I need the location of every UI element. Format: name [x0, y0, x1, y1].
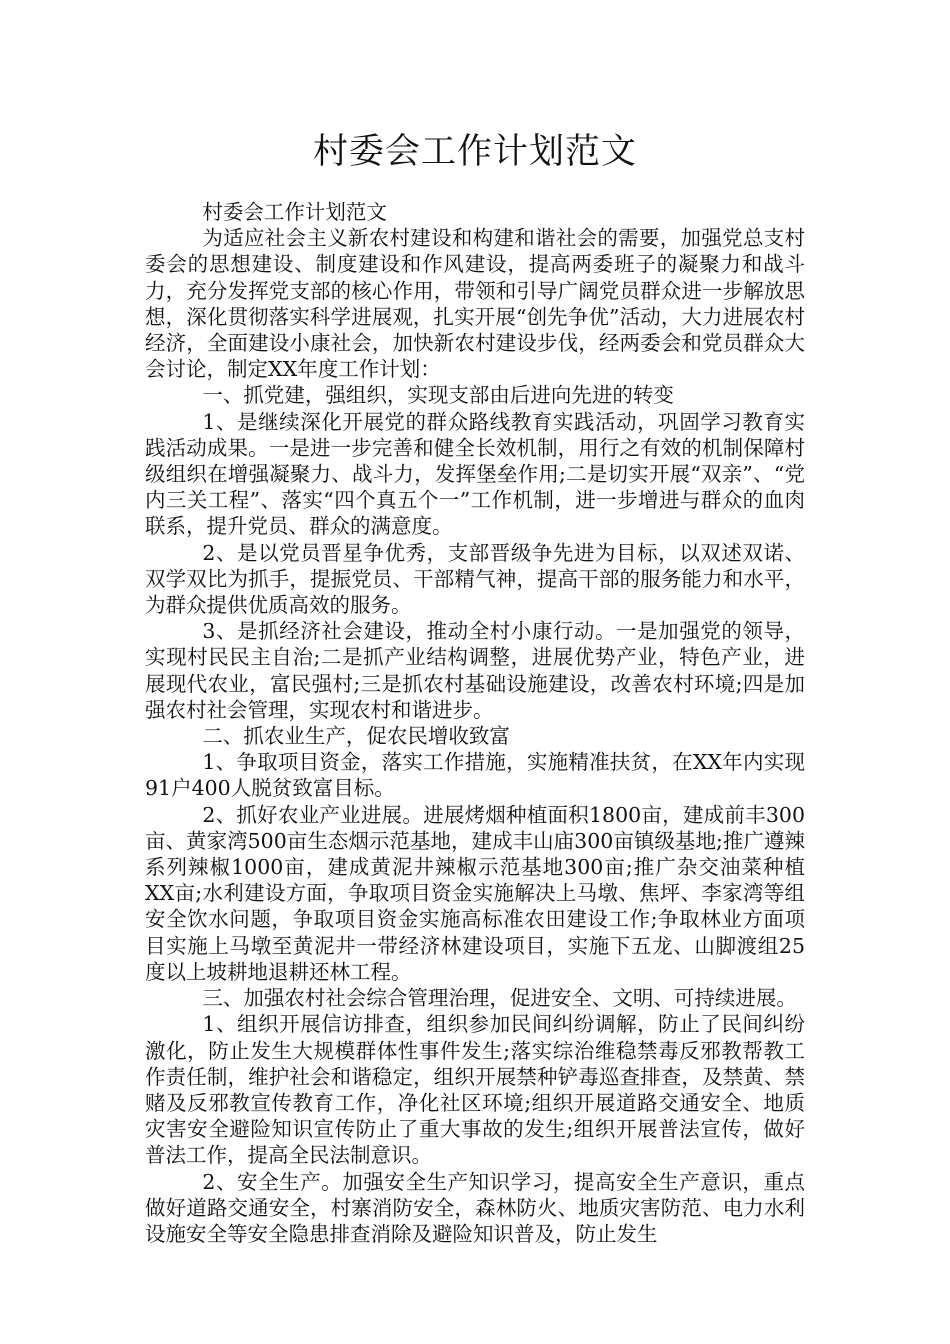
section-heading-2: 二、抓农业生产，促农民增收致富 — [202, 724, 510, 749]
paragraph: 2、是以党员晋星争优秀，支部晋级争先进为目标，以双述双诺、双学双比为抓手，提振党员、干部精气神，提高干部的服务能力和水平，为群众提供优质高效的服务。 — [145, 540, 805, 618]
section-heading-1: 一、抓党建，强组织，实现支部由后进向先进的转变 — [202, 383, 674, 408]
paragraph: 1、争取项目资金，落实工作措施，实施精准扶贫，在XX年内实现91户400人脱贫致富目标。 — [145, 750, 805, 801]
paragraph: 2、安全生产。加强安全生产知识学习，提高安全生产意识，重点做好道路交通安全，村寨消防安全，森林防火、地质灾害防范、电力水利设施安全等安全隐患排查消除及避险知识普及，防止发生 — [145, 1169, 805, 1246]
section-heading-3: 三、加强农村社会综合管理治理，促进安全、文明、可持续进展。 — [202, 986, 797, 1011]
document-body — [145, 199, 805, 1247]
paragraph: 1、组织开展信访排查，组织参加民间纠纷调解，防止了民间纠纷激化，防止发生大规模群体性事件发生;落实综治维稳禁毒反邪教帮教工作责任制，维护社会和谐稳定，组织开展禁种铲毒巡查排查，及禁黄、禁赌及反邪教宣传教育工作，净化社区环境;组织开展道路交通安全、地质灾害安全避险知识宣传防止了重大事故的发生;组织开展普法宣传，做好普法工作，提高全民法制意识。 — [145, 1012, 805, 1168]
document-title: 村委会工作计划范文 — [312, 132, 637, 172]
paragraph: 2、抓好农业产业进展。进展烤烟种植面积1800亩，建成前丰300亩、黄家湾500亩生态烟示范基地，建成丰山庙300亩镇级基地;推广遵辣系列辣椒1000亩，建成黄泥井辣椒示范基地300亩;推广杂交油菜种植XX亩;水利建设方面，争取项目资金实施解决上马墩、焦坪、李家湾等组安全饮水问题，争取项目资金实施高标准农田建设工作;争取林业方面项目实施上马墩至黄泥井一带经济林建设项目，实施下五龙、山脚渡组25度以上坡耕地退耕还林工程。 — [145, 802, 805, 984]
paragraph: 1、是继续深化开展党的群众路线教育实践活动，巩固学习教育实践活动成果。一是进一步完善和健全长效机制，用行之有效的机制保障村级组织在增强凝聚力、战斗力，发挥堡垒作用;二是切实开展“双亲”、“党内三关工程”、落实“四个真五个一”工作机制，进一步增进与群众的血肉联系，提升党员、群众的满意度。 — [145, 409, 805, 539]
paragraph-heading: 村委会工作计划范文 — [202, 200, 387, 224]
paragraph: 3、是抓经济社会建设，推动全村小康行动。一是加强党的领导，实现村民民主自治;二是抓产业结构调整，进展优势产业，特色产业，进展现代农业，富民强村;三是抓农村基础设施建设，改善农村环境;四是加强农村社会管理，实现农村和谐进步。 — [145, 619, 805, 722]
paragraph-intro: 为适应社会主义新农村建设和构建和谐社会的需要，加强党总支村委会的思想建设、制度建设和作风建设，提高两委班子的凝聚力和战斗力，充分发挥党支部的核心作用，带领和引导广阔党员群众进一步解放思想，深化贯彻落实科学进展观，扎实开展“创先争优”活动，大力进展农村经济，全面建设小康社会，加快新农村建设步伐，经两委会和党员群众大会讨论，制定XX年度工作计划： — [145, 226, 805, 382]
